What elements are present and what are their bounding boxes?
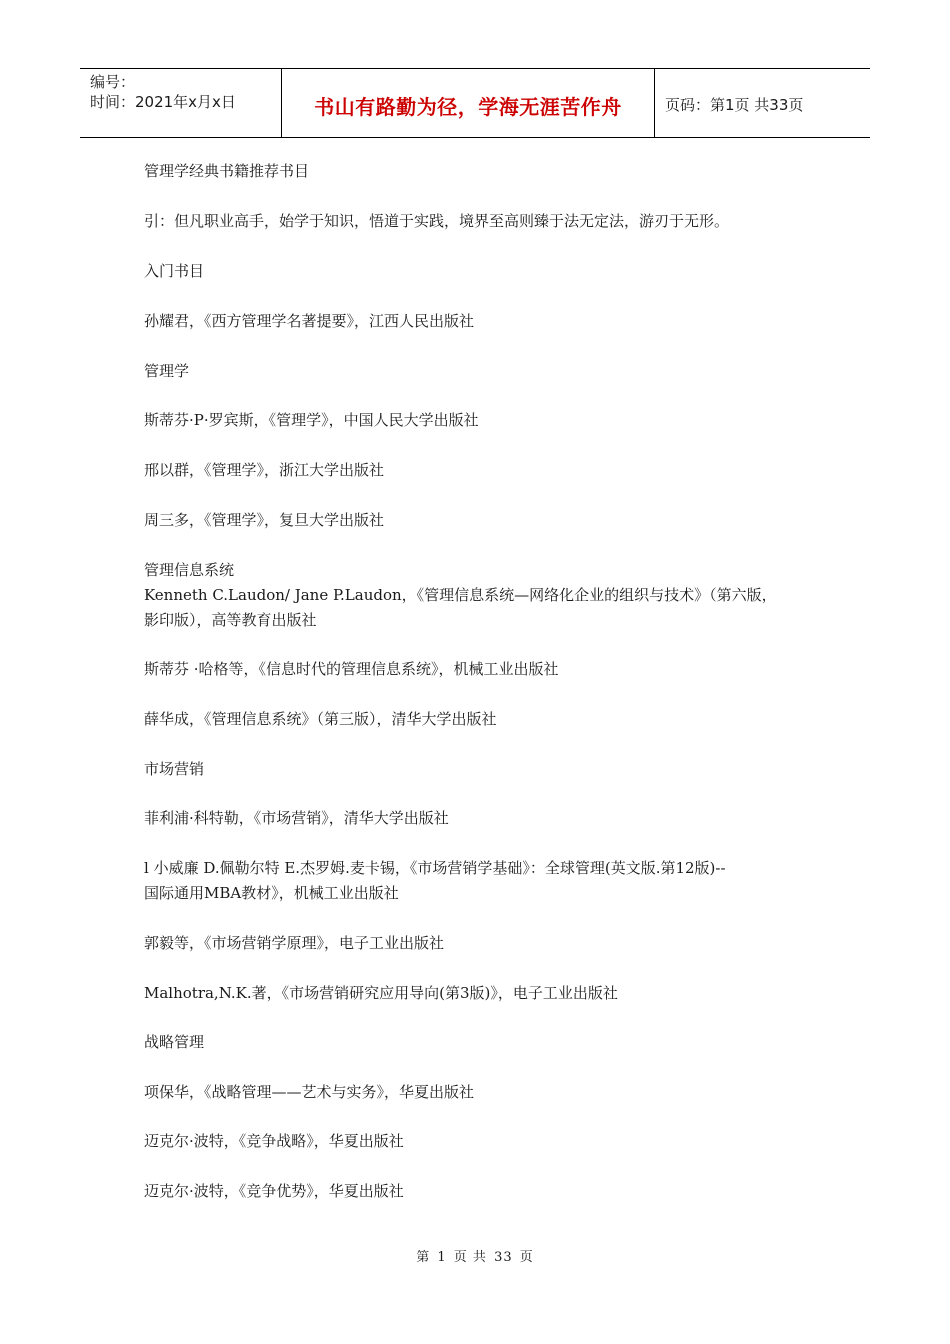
book-entry: 郭毅等，《市场营销学原理》，电子工业出版社 xyxy=(144,934,445,952)
book-entry-line2: 国际通用MBA教材》，机械工业出版社 xyxy=(144,884,399,902)
header-slogan-cell xyxy=(282,69,655,137)
book-entry: 迈克尔·波特，《竞争优势》，华夏出版社 xyxy=(144,1182,404,1200)
book-entry-line1: Kenneth C.Laudon/ Jane P.Laudon，《管理信息系统—网络化企业的组织与技术》（第六版， xyxy=(144,586,777,604)
header-page-info: 页码：第1页 共33页 xyxy=(665,96,804,114)
book-entry: 菲利浦·科特勒，《市场营销》，清华大学出版社 xyxy=(144,809,449,827)
footer-suffix: 页 xyxy=(519,1250,534,1265)
book-entry: 薛华成，《管理信息系统》（第三版），清华大学出版社 xyxy=(144,710,497,728)
book-entry: 斯蒂芬·P·罗宾斯，《管理学》，中国人民大学出版社 xyxy=(144,411,479,429)
section-heading-mis: 管理信息系统 xyxy=(144,561,235,579)
section-heading-intro-books: 入门书目 xyxy=(144,262,205,280)
book-entry: Malhotra,N.K.著，《市场营销研究应用导向(第3版)》，电子工业出版社 xyxy=(144,984,618,1002)
header-page-cell xyxy=(655,69,870,137)
section-heading-marketing: 市场营销 xyxy=(144,760,205,778)
book-entry: 邢以群，《管理学》，浙江大学出版社 xyxy=(144,461,385,479)
footer-page-number: 1 xyxy=(437,1250,447,1265)
page-footer xyxy=(0,1246,950,1265)
intro-paragraph: 引：但凡职业高手，始学于知识，悟道于实践，境界至高则臻于法无定法，游刃于无形。 xyxy=(144,212,730,230)
footer-total-pages: 33 xyxy=(494,1250,513,1265)
footer-prefix: 第 xyxy=(416,1250,431,1265)
book-entry: 迈克尔·波特，《竞争战略》，华夏出版社 xyxy=(144,1132,404,1150)
book-entry-line2: 影印版），高等教育出版社 xyxy=(144,611,317,629)
book-entry: 孙耀君，《西方管理学名著提要》，江西人民出版社 xyxy=(144,312,475,330)
book-entry: 项保华，《战略管理——艺术与实务》，华夏出版社 xyxy=(144,1083,475,1101)
section-heading-management: 管理学 xyxy=(144,362,190,380)
document-title: 管理学经典书籍推荐书目 xyxy=(144,162,310,180)
book-entry: 周三多，《管理学》，复旦大学出版社 xyxy=(144,511,385,529)
page-header xyxy=(80,68,870,138)
number-label: 编号： xyxy=(90,73,136,91)
book-entry: 斯蒂芬 ·哈格等，《信息时代的管理信息系统》，机械工业出版社 xyxy=(144,660,559,678)
footer-middle: 页 共 xyxy=(453,1250,487,1265)
date-label: 时间：2021年x月x日 xyxy=(90,93,236,111)
header-meta-cell xyxy=(80,69,282,137)
header-slogan: 书山有路勤为径，学海无涯苦作舟 xyxy=(314,95,622,119)
section-heading-strategy: 战略管理 xyxy=(144,1033,205,1051)
book-entry-line1: l 小威廉 D.佩勒尔特 E.杰罗姆.麦卡锡，《市场营销学基础》：全球管理(英文版.第12版)-- xyxy=(144,859,726,877)
